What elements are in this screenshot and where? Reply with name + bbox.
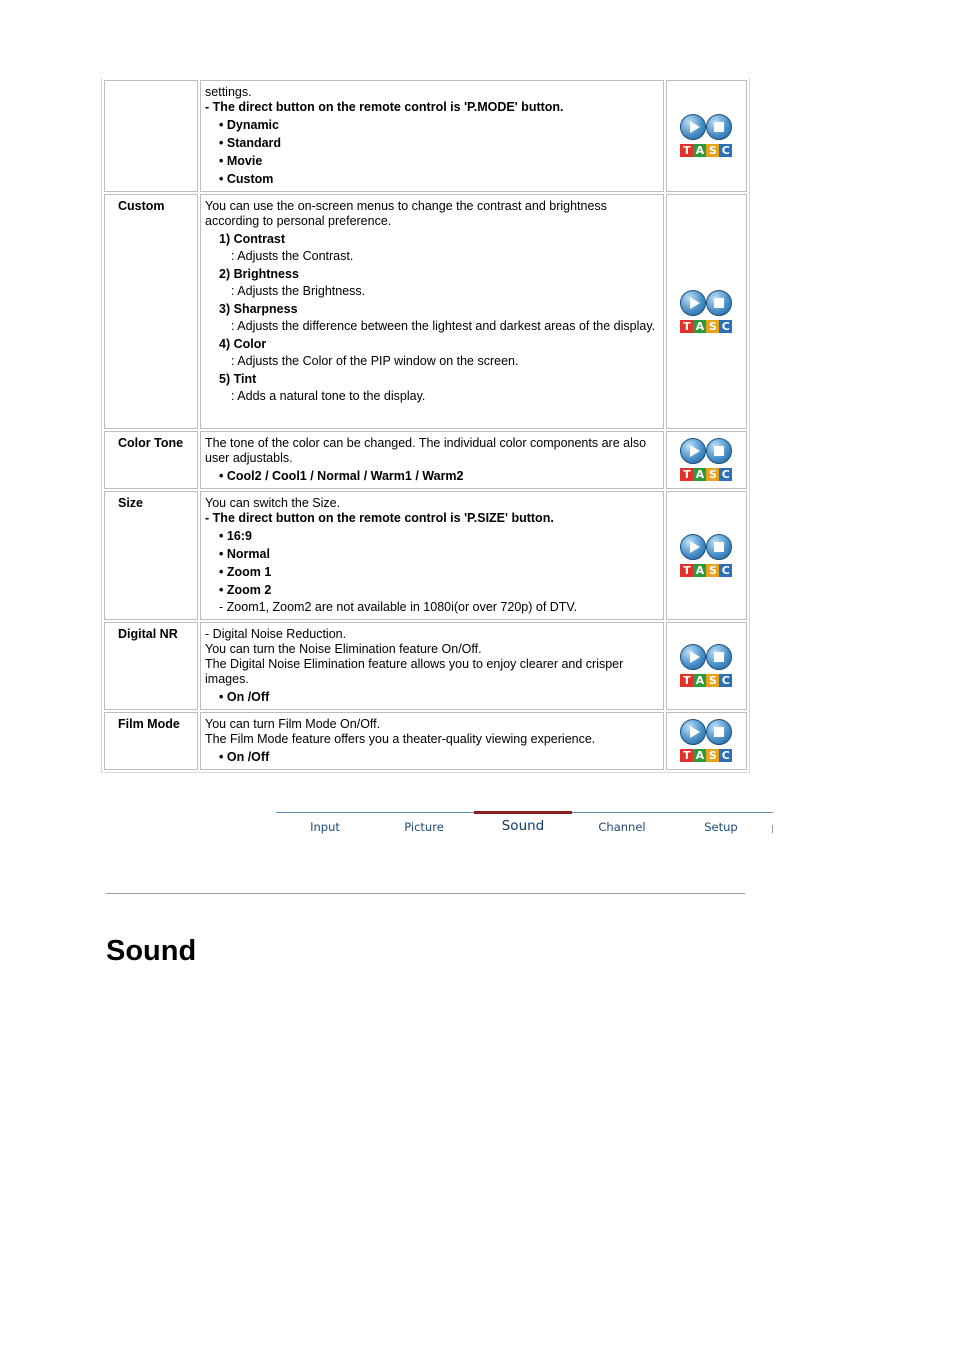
description-line: • On /Off — [219, 750, 270, 764]
row-description — [200, 712, 664, 770]
tasc-letter: S — [706, 749, 719, 762]
tasc-letter: A — [693, 144, 706, 157]
tasc-letter: C — [719, 674, 732, 687]
tab-setup[interactable]: Setup — [704, 820, 738, 834]
description-line: : Adds a natural tone to the display. — [231, 389, 426, 403]
description-line: • Cool2 / Cool1 / Normal / Warm1 / Warm2 — [219, 469, 464, 483]
stop-icon — [706, 644, 732, 670]
description-line: 5) Tint — [219, 372, 257, 386]
tasc-letter: C — [719, 468, 732, 481]
description-line: - Zoom1, Zoom2 are not available in 1080i(or over 720p) of DTV. — [219, 600, 578, 614]
tab-bar-end-mark — [772, 825, 773, 833]
description-line: : Adjusts the difference between the lightest and darkest areas of the display. — [231, 319, 656, 333]
row-icon-cell — [666, 194, 747, 429]
play-icon — [680, 719, 706, 745]
tasc-letter: S — [706, 564, 719, 577]
description-line: 3) Sharpness — [219, 302, 298, 316]
tasc-letter: T — [680, 674, 693, 687]
description-line: • Custom — [219, 172, 274, 186]
menu-tab-bar — [276, 812, 773, 843]
description-line: - Digital Noise Reduction. — [205, 627, 347, 641]
tasc-letter: C — [719, 320, 732, 333]
table-row — [104, 80, 747, 192]
description-line: You can turn the Noise Elimination feature On/Off. — [205, 642, 482, 656]
description-line: • Zoom 1 — [219, 565, 272, 579]
tasc-letter: A — [693, 320, 706, 333]
tab-input[interactable]: Input — [310, 820, 340, 834]
tasc-letter: S — [706, 674, 719, 687]
stop-icon — [706, 114, 732, 140]
tasc-letter: S — [706, 320, 719, 333]
play-icon — [680, 534, 706, 560]
tab-channel[interactable]: Channel — [598, 820, 646, 834]
description-line: : Adjusts the Contrast. — [231, 249, 354, 263]
settings-table — [101, 78, 750, 773]
tasc-icon[interactable] — [679, 534, 733, 577]
row-description — [200, 431, 664, 489]
description-line: • Zoom 2 — [219, 583, 272, 597]
tasc-letter: A — [693, 749, 706, 762]
description-line: 1) Contrast — [219, 232, 286, 246]
section-title: Sound — [106, 935, 197, 967]
tasc-letter: T — [680, 564, 693, 577]
play-icon — [680, 438, 706, 464]
play-icon — [680, 290, 706, 316]
table-row — [104, 431, 747, 489]
description-line: • Normal — [219, 547, 270, 561]
description-line: settings. — [205, 85, 252, 99]
description-line: 4) Color — [219, 337, 267, 351]
row-label: Color Tone — [104, 431, 198, 489]
row-label: Film Mode — [104, 712, 198, 770]
play-icon — [680, 114, 706, 140]
tasc-icon[interactable] — [679, 290, 733, 333]
play-icon — [680, 644, 706, 670]
tasc-letter: T — [680, 320, 693, 333]
row-icon-cell — [666, 80, 747, 192]
tasc-letter: T — [680, 749, 693, 762]
row-label: Custom — [104, 194, 198, 429]
tasc-letter: T — [680, 144, 693, 157]
description-line: - The direct button on the remote control is 'P.MODE' button. — [205, 100, 564, 114]
row-icon-cell — [666, 712, 747, 770]
row-label: Size — [104, 491, 198, 620]
description-line: • Movie — [219, 154, 263, 168]
tasc-letter: S — [706, 144, 719, 157]
row-icon-cell — [666, 431, 747, 489]
tasc-icon[interactable] — [679, 438, 733, 481]
description-line: The Film Mode feature offers you a theater-quality viewing experience. — [205, 732, 596, 746]
description-line: The tone of the color can be changed. The individual color components are also user adjustabls. — [205, 436, 647, 465]
tasc-icon[interactable] — [679, 114, 733, 157]
row-label — [104, 80, 198, 192]
table-row — [104, 491, 747, 620]
description-line: • On /Off — [219, 690, 270, 704]
row-icon-cell — [666, 622, 747, 710]
table-body — [104, 80, 747, 770]
section-divider — [106, 893, 745, 894]
description-line: • Standard — [219, 136, 282, 150]
table-row — [104, 622, 747, 710]
description-line: You can turn Film Mode On/Off. — [205, 717, 381, 731]
description-line: - The direct button on the remote control is 'P.SIZE' button. — [205, 511, 554, 525]
row-description — [200, 622, 664, 710]
description-line: : Adjusts the Color of the PIP window on the screen. — [231, 354, 519, 368]
row-description — [200, 80, 664, 192]
tab-picture[interactable]: Picture — [404, 820, 444, 834]
tab-sound[interactable]: Sound — [474, 811, 572, 842]
tasc-letter: C — [719, 749, 732, 762]
tasc-letter: A — [693, 468, 706, 481]
tasc-letter: C — [719, 564, 732, 577]
tasc-letter: A — [693, 564, 706, 577]
row-icon-cell — [666, 491, 747, 620]
stop-icon — [706, 438, 732, 464]
tasc-icon[interactable] — [679, 719, 733, 762]
tasc-letter: T — [680, 468, 693, 481]
stop-icon — [706, 290, 732, 316]
description-line: : Adjusts the Brightness. — [231, 284, 366, 298]
stop-icon — [706, 534, 732, 560]
table-row — [104, 194, 747, 429]
tasc-icon[interactable] — [679, 644, 733, 687]
stop-icon — [706, 719, 732, 745]
description-line: You can switch the Size. — [205, 496, 341, 510]
tasc-letter: A — [693, 674, 706, 687]
row-label: Digital NR — [104, 622, 198, 710]
row-description — [200, 194, 664, 429]
tasc-letter: S — [706, 468, 719, 481]
description-line: The Digital Noise Elimination feature allows you to enjoy clearer and crisper images. — [205, 657, 624, 686]
row-description — [200, 491, 664, 620]
description-line: • 16:9 — [219, 529, 252, 543]
description-line: You can use the on-screen menus to change the contrast and brightness according to personal preference. — [205, 199, 607, 228]
description-line: 2) Brightness — [219, 267, 299, 281]
description-line: • Dynamic — [219, 118, 279, 132]
table-row — [104, 712, 747, 770]
tasc-letter: C — [719, 144, 732, 157]
